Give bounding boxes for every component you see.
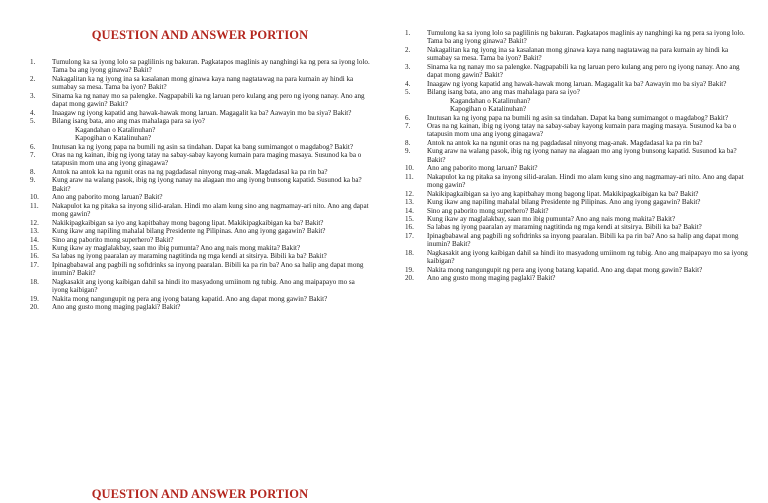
question-text-block bbox=[52, 219, 370, 227]
question-item bbox=[405, 29, 750, 46]
question-text: Inaagaw ng iyong kapatid ang hawak-hawak mong laruan. Magagalit ka ba? Aawayin mo ba siya? Bakit? bbox=[427, 79, 727, 88]
question-text-block bbox=[52, 244, 370, 252]
question-item bbox=[30, 244, 370, 252]
question-number: 10. bbox=[405, 164, 414, 173]
question-text-block bbox=[52, 295, 370, 303]
question-item bbox=[30, 295, 370, 303]
question-number: 1. bbox=[405, 29, 411, 37]
question-text-block bbox=[52, 117, 370, 142]
question-item bbox=[30, 109, 370, 117]
question-text: Nagkasakit ang iyong kaibigan dahil sa hindi ito masyadong umiinom ng tubig. Ano ang maipapayo mo sa iyong kaibigan? bbox=[427, 248, 748, 266]
question-number: 15. bbox=[30, 243, 39, 252]
question-item bbox=[405, 266, 750, 274]
question-number: 19. bbox=[405, 265, 414, 274]
question-text: Bilang isang bata, ano ang mas mahalaga para sa iyo? bbox=[427, 88, 580, 97]
question-text: Nakita mong nangungupit ng pera ang iyong batang kapatid. Ano ang dapat mong gawin? Bakit? bbox=[427, 265, 703, 274]
question-option: Kapogihan o Katalinuhan? bbox=[75, 134, 152, 143]
question-item bbox=[405, 147, 750, 164]
question-number: 4. bbox=[405, 79, 411, 88]
question-number: 10. bbox=[30, 193, 39, 202]
question-item bbox=[30, 117, 370, 142]
question-text: Ano ang gusto mong maging paglaki? Bakit? bbox=[427, 274, 556, 283]
question-item bbox=[30, 236, 370, 244]
question-number: 9. bbox=[405, 147, 411, 156]
question-text-block bbox=[427, 173, 750, 190]
question-number: 17. bbox=[405, 231, 414, 240]
question-text-block bbox=[52, 143, 370, 151]
question-text-block bbox=[427, 63, 750, 80]
question-number: 18. bbox=[405, 248, 414, 257]
question-text: Kung araw na walang pasok, ibig ng iyong nanay na alagaan mo ang iyong bunsong kapatid. Susunod ka ba? Bakit? bbox=[52, 176, 362, 193]
question-text: Kung araw na walang pasok, ibig ng iyong nanay na alagaan mo ang iyong bunsong kapatid. Susunod ka ba? Bakit? bbox=[427, 147, 737, 164]
question-text-block bbox=[427, 266, 750, 274]
question-number: 13. bbox=[30, 227, 39, 236]
question-text-block bbox=[52, 252, 370, 260]
question-text-block bbox=[52, 303, 370, 311]
question-item bbox=[405, 207, 750, 215]
question-text-block bbox=[427, 223, 750, 231]
question-text-block bbox=[427, 139, 750, 147]
question-item bbox=[405, 173, 750, 190]
question-text-block bbox=[427, 164, 750, 172]
question-text: Kung ikaw ang napiling mahalal bilang Presidente ng Pilipinas. Ano ang iyong gagawin? Bakit? bbox=[427, 198, 701, 207]
question-item bbox=[30, 261, 370, 278]
question-text: Tumulong ka sa iyong lolo sa paglilinis ng bakuran. Pagkatapos maglinis ay nanghingi ka ng pera sa iyong lolo. Tama ba ang iyong ginawa? Bakit? bbox=[52, 58, 370, 75]
question-item bbox=[30, 278, 370, 295]
question-item bbox=[405, 114, 750, 122]
question-number: 4. bbox=[30, 108, 36, 117]
question-number: 14. bbox=[30, 235, 39, 244]
question-item bbox=[30, 202, 370, 219]
question-text: Tumulong ka sa iyong lolo sa paglilinis ng bakuran. Pagkatapos maglinis ay nanghingi ka ng pera sa iyong lolo. Tama ba ang iyong ginawa? Bakit? bbox=[427, 29, 745, 46]
question-item bbox=[405, 164, 750, 172]
question-text: Sino ang paborito mong superhero? Bakit? bbox=[52, 235, 174, 244]
question-text-block bbox=[52, 75, 370, 92]
question-text: Sa labas ng iyong paaralan ay maraming nagtitinda ng mga kendi at sitsirya. Bibili ka ba? Bakit? bbox=[52, 252, 327, 261]
question-text-block bbox=[427, 249, 750, 266]
question-text: Inutusan ka ng iyong papa na bumili ng asin sa tindahan. Dapat ka bang sumimangot o magdabog? Bakit? bbox=[52, 142, 354, 151]
question-number: 20. bbox=[30, 303, 39, 312]
question-text: Kung ikaw ay maglalakbay, saan mo ibig pumunta? Ano ang nais mong makita? Bakit? bbox=[52, 243, 301, 252]
question-text-block bbox=[52, 202, 370, 219]
questions-column-right bbox=[405, 29, 750, 283]
question-text: Sinama ka ng nanay mo sa palengke. Nagpapabili ka ng laruan pero kulang ang pero ng iyong nanay. Ano ang dapat mong gawin? Bakit? bbox=[427, 62, 740, 80]
question-text-block bbox=[427, 190, 750, 198]
question-text-block bbox=[52, 92, 370, 109]
question-text: Ipinagbabawal ang pagbili ng softdrinks sa inyong paaralan. Bibili ka pa rin ba? Ano sa halip ang dapat mong inumin? Bakit? bbox=[52, 260, 364, 278]
question-text-block bbox=[52, 193, 370, 201]
question-text-block bbox=[52, 168, 370, 176]
question-text-block bbox=[427, 46, 750, 63]
question-item bbox=[405, 88, 750, 113]
question-text-block bbox=[52, 278, 370, 295]
question-option: Kagandahan o Katalinuhan? bbox=[75, 125, 156, 134]
question-text: Ano ang paborito mong laruan? Bakit? bbox=[427, 164, 538, 173]
page-heading-bottom: QUESTION AND ANSWER PORTION bbox=[91, 487, 309, 501]
question-item bbox=[405, 249, 750, 266]
question-number: 6. bbox=[405, 113, 411, 122]
question-number: 3. bbox=[405, 62, 411, 71]
question-text: Nakagalitan ka ng iyong ina sa kasalanan mong ginawa kaya nang nagtatawag na para kumain ay hindi ka sumabay sa mesa. Tama ba iyon? Bakit? bbox=[427, 45, 729, 63]
question-number: 7. bbox=[405, 121, 411, 130]
question-item bbox=[405, 232, 750, 249]
question-text: Sino ang paborito mong superhero? Bakit? bbox=[427, 206, 549, 215]
question-text: Oras na ng kainan, ibig ng iyong tatay na sabay-sabay kayong kumain para maging masaya. Susunod ka ba o tatapusin mom una ang iyong ginagawa? bbox=[52, 150, 362, 168]
question-number: 11. bbox=[30, 201, 39, 210]
question-item bbox=[30, 227, 370, 235]
question-text-block bbox=[427, 29, 750, 46]
question-number: 3. bbox=[30, 91, 36, 100]
question-list-left bbox=[30, 58, 370, 312]
question-item bbox=[405, 46, 750, 63]
question-item bbox=[30, 219, 370, 227]
question-item bbox=[405, 223, 750, 231]
question-item bbox=[405, 215, 750, 223]
question-text-block bbox=[427, 122, 750, 139]
question-text-block bbox=[52, 151, 370, 168]
questions-column-left bbox=[30, 58, 370, 312]
question-text: Nakagalitan ka ng iyong ina sa kasalanan mong ginawa kaya nang nagtatawag na para kumain ay hindi ka sumabay sa mesa. Tama ba iyon? Bakit? bbox=[52, 74, 354, 92]
question-text: Oras na ng kainan, ibig ng iyong tatay na sabay-sabay kayong kumain para maging masaya. Susunod ka ba o tatapusin mom una ang iyong ginagawa? bbox=[427, 121, 737, 139]
question-text-block bbox=[427, 232, 750, 249]
question-text-block bbox=[52, 236, 370, 244]
question-item bbox=[30, 303, 370, 311]
question-text-block bbox=[52, 109, 370, 117]
question-list-right bbox=[405, 29, 750, 283]
question-number: 2. bbox=[30, 74, 36, 83]
question-text: Kung ikaw ay maglalakbay, saan mo ibig pumunta? Ano ang nais mong makita? Bakit? bbox=[427, 214, 676, 223]
question-text: Bilang isang bata, ano ang mas mahalaga para sa iyo? bbox=[52, 117, 205, 126]
question-number: 13. bbox=[405, 198, 414, 207]
question-item bbox=[405, 274, 750, 282]
question-item bbox=[30, 151, 370, 168]
question-text: Nakapulot ka ng pitaka sa inyong silid-aralan. Hindi mo alam kung sino ang nagmamay-ari nito. Ano ang dapat mong gawin? bbox=[52, 201, 369, 219]
question-number: 8. bbox=[405, 138, 411, 147]
question-text-block bbox=[427, 274, 750, 282]
question-number: 19. bbox=[30, 294, 39, 303]
question-text: Nakapulot ka ng pitaka sa inyong silid-aralan. Hindi mo alam kung sino ang nagmamay-ari nito. Ano ang dapat mong gawin? bbox=[427, 172, 744, 190]
question-number: 1. bbox=[30, 58, 36, 66]
question-number: 15. bbox=[405, 214, 414, 223]
question-item bbox=[30, 143, 370, 151]
question-number: 5. bbox=[30, 117, 36, 126]
question-text: Nagkasakit ang iyong kaibigan dahil sa hindi ito masyadong umiinom ng tubig. Ano ang maipapayo mo sa iyong kaibigan? bbox=[52, 277, 355, 295]
question-item bbox=[30, 58, 370, 75]
question-text-block bbox=[427, 114, 750, 122]
question-text-block bbox=[52, 261, 370, 278]
question-text-block bbox=[427, 207, 750, 215]
question-text-block bbox=[52, 58, 370, 75]
question-number: 5. bbox=[405, 88, 411, 97]
question-number: 8. bbox=[30, 167, 36, 176]
question-item bbox=[405, 80, 750, 88]
question-number: 20. bbox=[405, 274, 414, 283]
question-text-block bbox=[427, 147, 750, 164]
question-item bbox=[30, 92, 370, 109]
question-option: Kagandahan o Katalinuhan? bbox=[450, 96, 531, 105]
question-number: 9. bbox=[30, 176, 36, 185]
question-text: Sa labas ng iyong paaralan ay maraming nagtitinda ng mga kendi at sitsirya. Bibili ka ba? Bakit? bbox=[427, 223, 702, 232]
question-number: 16. bbox=[30, 252, 39, 261]
question-number: 7. bbox=[30, 150, 36, 159]
question-number: 2. bbox=[405, 45, 411, 54]
question-text-block bbox=[427, 80, 750, 88]
page-heading-top: QUESTION AND ANSWER PORTION bbox=[91, 28, 309, 42]
question-text-block bbox=[52, 227, 370, 235]
question-text: Nakikipagkaibigan sa iyo ang kapitbahay mong bagong lipat. Makikipagkaibigan ka ba? Bakit? bbox=[52, 218, 324, 227]
question-text: Nakikipagkaibigan sa iyo ang kapitbahay mong bagong lipat. Makikipagkaibigan ka ba? Bakit? bbox=[427, 189, 699, 198]
question-text: Ano ang paborito mong laruan? Bakit? bbox=[52, 193, 163, 202]
question-item bbox=[30, 168, 370, 176]
question-text: Kung ikaw ang napiling mahalal bilang Presidente ng Pilipinas. Ano ang iyong gagawin? Bakit? bbox=[52, 227, 326, 236]
question-text: Antok na antok ka na ngunit oras na ng pagdadasal ninyong mag-anak. Magdadasal ka pa rin ba? bbox=[52, 167, 328, 176]
question-text: Inutusan ka ng iyong papa na bumili ng asin sa tindahan. Dapat ka bang sumimangot o magdabog? Bakit? bbox=[427, 113, 729, 122]
question-text: Ipinagbabawal ang pagbili ng softdrinks sa inyong paaralan. Bibili ka pa rin ba? Ano sa halip ang dapat mong inumin? Bakit? bbox=[427, 231, 739, 249]
question-number: 18. bbox=[30, 277, 39, 286]
question-item bbox=[405, 63, 750, 80]
question-number: 17. bbox=[30, 260, 39, 269]
question-number: 14. bbox=[405, 206, 414, 215]
question-text-block bbox=[52, 176, 370, 193]
question-text-block bbox=[427, 215, 750, 223]
question-number: 11. bbox=[405, 172, 414, 181]
question-number: 16. bbox=[405, 223, 414, 232]
question-item bbox=[30, 176, 370, 193]
question-item bbox=[405, 122, 750, 139]
question-text: Nakita mong nangungupit ng pera ang iyong batang kapatid. Ano ang dapat mong gawin? Bakit? bbox=[52, 294, 328, 303]
question-text-block bbox=[427, 88, 750, 113]
question-item bbox=[30, 193, 370, 201]
question-option: Kapogihan o Katalinuhan? bbox=[450, 105, 527, 114]
question-text: Sinama ka ng nanay mo sa palengke. Nagpapabili ka ng laruan pero kulang ang pero ng iyong nanay. Ano ang dapat mong gawin? Bakit? bbox=[52, 91, 365, 109]
question-text: Antok na antok ka na ngunit oras na ng pagdadasal ninyong mag-anak. Magdadasal ka pa rin ba? bbox=[427, 138, 703, 147]
question-item bbox=[405, 139, 750, 147]
question-text: Ano ang gusto mong maging paglaki? Bakit? bbox=[52, 303, 181, 312]
question-text-block bbox=[427, 198, 750, 206]
question-number: 12. bbox=[405, 189, 414, 198]
question-item bbox=[30, 252, 370, 260]
question-number: 6. bbox=[30, 142, 36, 151]
question-item bbox=[405, 198, 750, 206]
question-text: Inaagaw ng iyong kapatid ang hawak-hawak mong laruan. Magagalit ka ba? Aawayin mo ba siya? Bakit? bbox=[52, 108, 352, 117]
question-item bbox=[405, 190, 750, 198]
question-item bbox=[30, 75, 370, 92]
question-number: 12. bbox=[30, 218, 39, 227]
